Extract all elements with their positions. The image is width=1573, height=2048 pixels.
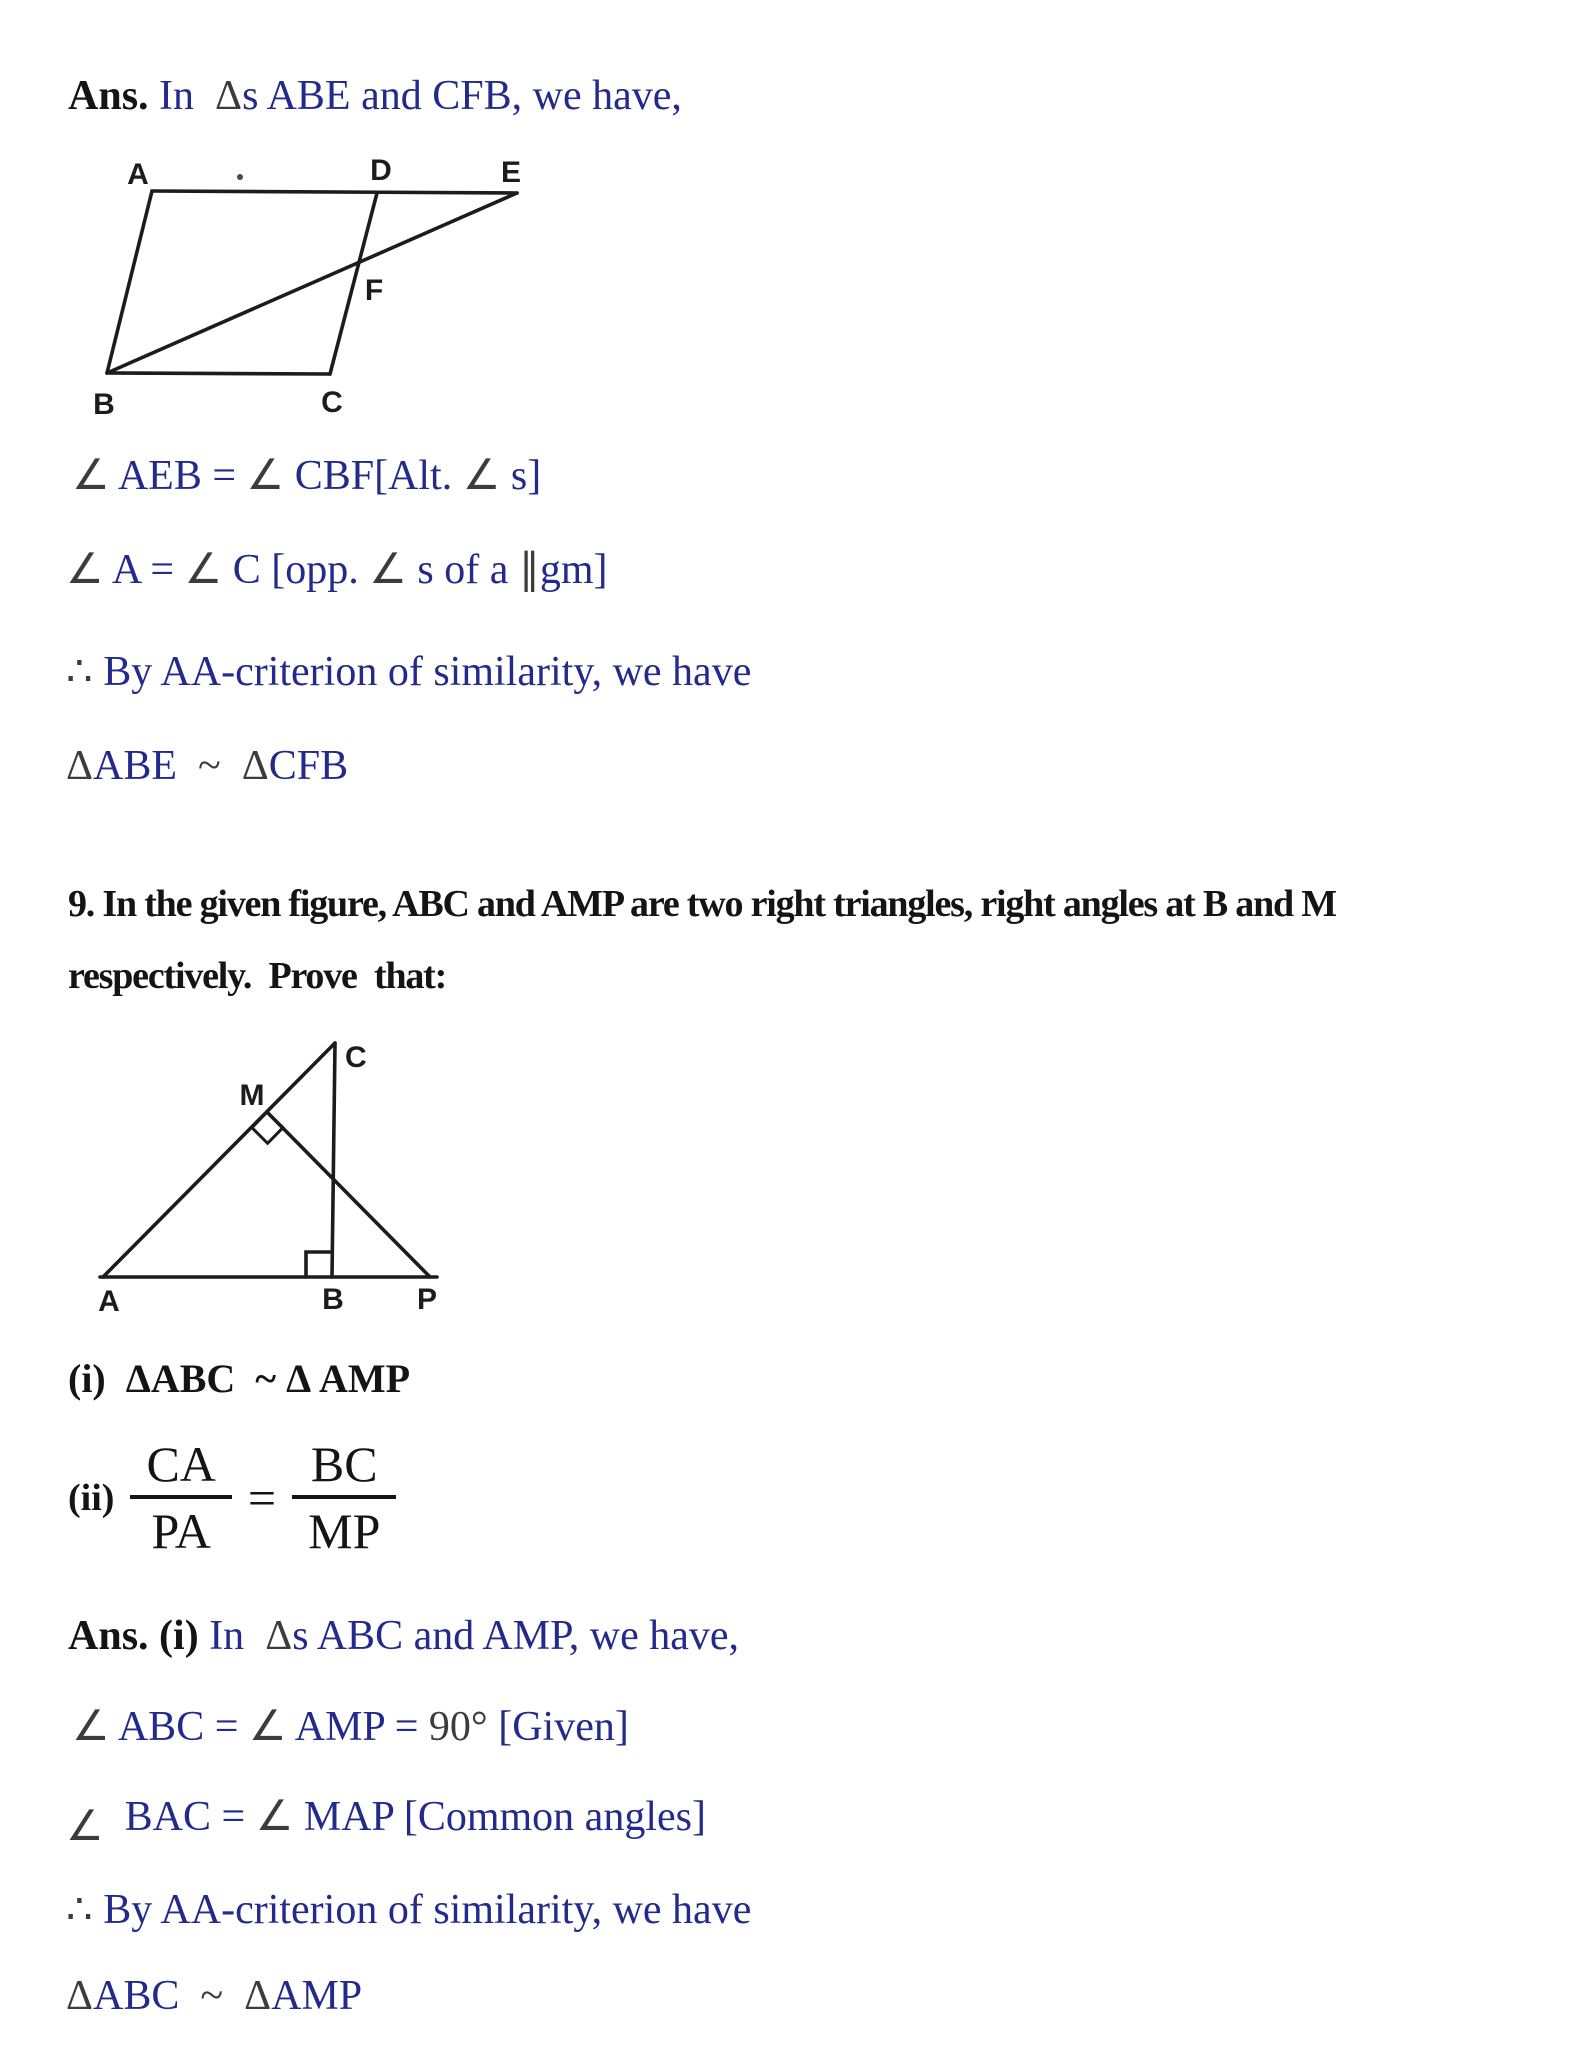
text-segment: ∠ xyxy=(66,1804,115,1850)
text-segment: Δ xyxy=(125,1356,151,1401)
fraction-denominator: MP xyxy=(308,1502,381,1559)
label-M: M xyxy=(239,1079,265,1112)
text-segment: BAC xyxy=(114,1794,212,1840)
label-A: A xyxy=(127,158,149,191)
sol9-therefore-line xyxy=(66,1886,751,1934)
text-segment: ∠ xyxy=(246,453,295,499)
text-segment: A = xyxy=(111,547,185,593)
fraction-denominator: PA xyxy=(151,1502,211,1559)
text-segment: Δ xyxy=(244,1973,272,2019)
question9-heading xyxy=(68,868,1336,1012)
text-segment: ∠ xyxy=(248,1704,295,1750)
edge-A-C xyxy=(103,1043,335,1277)
sol9-angle-bac-line xyxy=(66,1793,706,1850)
text-segment: ∠ xyxy=(72,1704,118,1750)
text-segment: Δ xyxy=(286,1356,309,1401)
text-segment: ∴ xyxy=(66,649,104,695)
text-segment: By AA-criterion of similarity, we have xyxy=(103,1887,752,1933)
text-segment: gm] xyxy=(539,547,608,593)
figure2-lines xyxy=(100,1043,437,1277)
text-segment: s] xyxy=(510,453,542,499)
text-segment: AEB xyxy=(117,453,202,499)
edge-B-C xyxy=(107,373,330,374)
text-segment: In xyxy=(198,1613,266,1659)
text-segment: = xyxy=(201,453,247,499)
text-segment: AMP xyxy=(294,1704,385,1750)
label-P: P xyxy=(416,1283,438,1316)
text-segment: CBF[Alt. xyxy=(294,453,463,499)
text-segment: ~ xyxy=(179,1973,245,2019)
text-segment: Δ xyxy=(66,743,94,789)
text-segment: [Common angles] xyxy=(393,1794,706,1840)
right-angle-marker-M xyxy=(252,1112,283,1143)
text-segment: In xyxy=(148,73,216,119)
text-segment: s of a xyxy=(417,547,519,593)
label-B: B xyxy=(322,1283,344,1316)
text-segment: ABE xyxy=(93,743,178,789)
text-segment: ∥ xyxy=(518,547,540,593)
question9-text-line2: respectively. Prove that: xyxy=(68,955,447,997)
text-segment: (i) xyxy=(68,1356,126,1401)
question9-text-line1: 9. In the given figure, ABC and AMP are two right triangles, right angles at B and M xyxy=(68,883,1336,925)
text-segment: ∠ xyxy=(462,453,511,499)
label-C: C xyxy=(321,386,343,419)
figure1-lines xyxy=(107,191,517,374)
text-segment: ∠ xyxy=(66,547,112,593)
text-segment: Δ xyxy=(241,743,269,789)
fraction-CA-PA xyxy=(130,1438,231,1557)
text-segment: ∠ xyxy=(184,547,233,593)
text-segment: = xyxy=(211,1794,256,1840)
segment-M-P xyxy=(267,1112,430,1277)
label-C: C xyxy=(345,1041,367,1074)
text-segment: MAP xyxy=(303,1794,394,1840)
right-angle-marker-B xyxy=(306,1252,332,1277)
text-segment: Ans. xyxy=(68,73,149,119)
sol9-intro-line xyxy=(68,1612,739,1660)
text-segment: By AA-criterion of similarity, we have xyxy=(103,649,752,695)
text-segment: 90° xyxy=(428,1704,499,1750)
sol9-similarity-line xyxy=(66,1972,362,2020)
text-segment: AMP xyxy=(308,1356,411,1401)
fraction-numerator: BC xyxy=(292,1438,396,1499)
label-F: F xyxy=(364,274,384,307)
text-segment: ABC ~ xyxy=(150,1356,287,1401)
edge-C-B xyxy=(332,1043,335,1277)
edge-A-B xyxy=(107,191,152,373)
fraction-numerator: CA xyxy=(130,1438,231,1499)
sol8-similarity-line xyxy=(66,742,348,790)
text-segment: C [opp. xyxy=(232,547,370,593)
text-segment: Δ xyxy=(66,1973,94,2019)
question9-part-i-line xyxy=(68,1356,410,1402)
text-segment: Ans. (i) xyxy=(68,1613,199,1659)
sol8-angle-aeb-line xyxy=(72,452,541,500)
sol8-intro-line xyxy=(68,72,682,120)
fraction-BC-MP xyxy=(292,1438,396,1557)
text-segment: ABC xyxy=(93,1973,180,2019)
edge-A-D-E xyxy=(152,191,517,193)
text-segment: s ABC and AMP, we have, xyxy=(292,1613,740,1659)
text-segment: Δ xyxy=(265,1613,293,1659)
text-segment: ~ xyxy=(177,743,242,789)
label-B: B xyxy=(93,388,115,421)
text-segment: = xyxy=(384,1704,429,1750)
text-segment: ∴ xyxy=(66,1887,104,1933)
text-segment: [Given] xyxy=(498,1704,629,1750)
text-segment: AMP xyxy=(271,1973,363,2019)
figure-right-triangles-ABC-AMP xyxy=(95,1025,475,1325)
sol8-therefore-line xyxy=(66,648,751,696)
label-D: D xyxy=(370,154,392,187)
label-E: E xyxy=(500,156,522,189)
stray-ink-dot xyxy=(237,174,243,180)
sol9-angle-abc-line xyxy=(72,1703,629,1751)
text-segment: = xyxy=(204,1704,249,1750)
part-ii-label: (ii) xyxy=(68,1476,115,1519)
figure-parallelogram-ABCD-E-F xyxy=(80,136,550,431)
text-segment: s ABE and CFB, we have, xyxy=(242,73,682,119)
label-A: A xyxy=(98,1285,120,1318)
text-segment: Δ xyxy=(215,73,243,119)
text-segment: ∠ xyxy=(255,1794,304,1840)
text-segment: ∠ xyxy=(369,547,418,593)
text-segment: ABC xyxy=(117,1704,205,1750)
sol8-angle-ac-line xyxy=(66,546,608,594)
text-segment: CFB xyxy=(268,743,349,789)
segment-B-E xyxy=(107,193,517,373)
text-segment: ∠ xyxy=(72,453,118,499)
question9-part-ii-line xyxy=(68,1438,396,1557)
equals-sign: = xyxy=(247,1469,277,1526)
